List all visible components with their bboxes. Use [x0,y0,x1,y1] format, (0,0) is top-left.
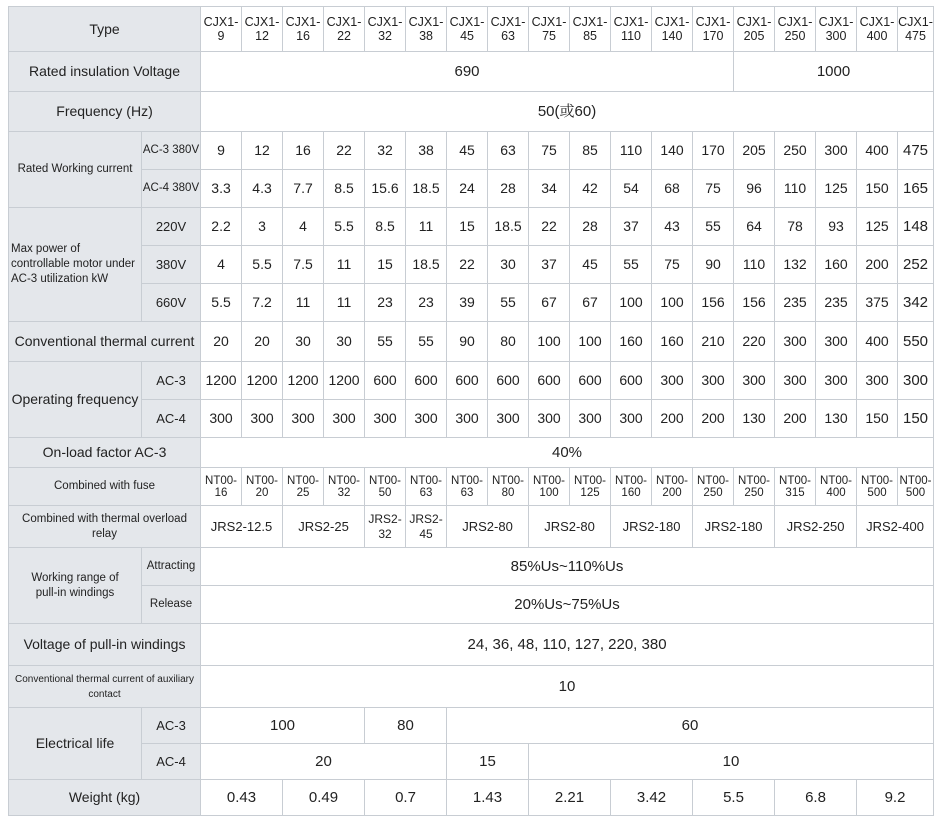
opf-ac4-cell: 200 [693,400,734,438]
ac4-380-cell: 34 [529,170,570,208]
weight-value: 0.43 [201,780,283,816]
life-ac4-label: AC-4 [142,744,201,780]
p220-cell: 55 [693,208,734,246]
opf-ac4-cell: 300 [447,400,488,438]
attracting-label: Attracting [142,548,201,586]
ac3-380-cell: 85 [570,132,611,170]
p220-cell: 125 [857,208,898,246]
v660-label: 660V [142,284,201,322]
life-ac3-value: 100 [201,708,365,744]
types-cell: CJX1- 140 [652,7,693,52]
p660-cell: 235 [816,284,857,322]
working-current-label: Rated Working current [9,132,142,208]
release-label: Release [142,586,201,624]
ac3-380-cell: 9 [201,132,242,170]
ac3-380-cell: 63 [488,132,529,170]
opf-ac4-cell: 300 [201,400,242,438]
p660-cell: 39 [447,284,488,322]
p220-cell: 4 [283,208,324,246]
types-cell: CJX1- 16 [283,7,324,52]
ac3-380-cell: 475 [898,132,934,170]
types-cell: CJX1- 12 [242,7,283,52]
thermal-cell: 55 [365,322,406,362]
life-ac4-value: 20 [201,744,447,780]
ac3-380-cell: 205 [734,132,775,170]
types-cell: CJX1- 63 [488,7,529,52]
ac3-380-cell: 170 [693,132,734,170]
ac3-380-cell: 12 [242,132,283,170]
p660-cell: 100 [611,284,652,322]
types-cell: CJX1- 75 [529,7,570,52]
relay-value: JRS2-12.5 [201,506,283,548]
release-value: 20%Us~75%Us [201,586,934,624]
opf-ac4-cell: 130 [816,400,857,438]
p220-cell: 28 [570,208,611,246]
opf-ac4-cell: 200 [775,400,816,438]
onload-label: On-load factor AC-3 [9,438,201,468]
weight-value: 1.43 [447,780,529,816]
release-row [9,586,934,624]
fuse-cell: NT00- 500 [898,468,934,506]
opf-ac3-cell: 300 [693,362,734,400]
relay-value: JRS2-180 [611,506,693,548]
p380-cell: 22 [447,246,488,284]
ac3-380-cell: 16 [283,132,324,170]
fuse-cell: NT00- 315 [775,468,816,506]
p380-cell: 45 [570,246,611,284]
opf-ac3-cell: 600 [570,362,611,400]
opf-ac3-cell: 600 [488,362,529,400]
p220-cell: 18.5 [488,208,529,246]
life-ac3-label: AC-3 [142,708,201,744]
ac3-380-cell: 22 [324,132,365,170]
life-ac3-value: 60 [447,708,934,744]
thermal-cell: 90 [447,322,488,362]
relay-value: JRS2-180 [693,506,775,548]
opf-ac4-cell: 300 [570,400,611,438]
opf-ac4-cell: 300 [488,400,529,438]
opf-ac4-cell: 300 [283,400,324,438]
fuse-cell: NT00- 100 [529,468,570,506]
p660-cell: 342 [898,284,934,322]
opf-ac4-cell: 130 [734,400,775,438]
power-660-row [9,284,934,322]
types-cell: CJX1- 38 [406,7,447,52]
p220-cell: 8.5 [365,208,406,246]
types-cell: CJX1- 110 [611,7,652,52]
p380-cell: 110 [734,246,775,284]
ac3-380-cell: 38 [406,132,447,170]
ac4-380-row [9,170,934,208]
ac4-380-cell: 75 [693,170,734,208]
life-ac3-value: 80 [365,708,447,744]
thermal-cell: 160 [652,322,693,362]
relay-value: JRS2-32 [365,506,406,548]
max-power-label: Max power of controllable motor under AC-3 utilization kW [9,208,142,322]
p380-cell: 37 [529,246,570,284]
ac4-380-cell: 4.3 [242,170,283,208]
p660-cell: 11 [283,284,324,322]
ac4-380-cell: 125 [816,170,857,208]
relay-value: JRS2-400 [857,506,934,548]
p380-cell: 132 [775,246,816,284]
opf-ac3-cell: 1200 [283,362,324,400]
weight-value: 0.49 [283,780,365,816]
p380-cell: 200 [857,246,898,284]
thermal-cell: 210 [693,322,734,362]
p380-cell: 160 [816,246,857,284]
thermal-cell: 55 [406,322,447,362]
fuse-label: Combined with fuse [9,468,201,506]
thermal-cell: 100 [570,322,611,362]
types-cell: CJX1- 400 [857,7,898,52]
opf-ac4-cell: 150 [857,400,898,438]
weight-label: Weight (kg) [9,780,201,816]
p660-cell: 100 [652,284,693,322]
relay-value: JRS2-80 [447,506,529,548]
p380-cell: 30 [488,246,529,284]
fuse-cell: NT00- 200 [652,468,693,506]
fuse-cell: NT00- 50 [365,468,406,506]
opf-ac3-cell: 300 [734,362,775,400]
thermal-label: Conventional thermal current [9,322,201,362]
type-row [9,7,934,52]
thermal-cell: 160 [611,322,652,362]
thermal-cell: 550 [898,322,934,362]
p660-cell: 23 [406,284,447,322]
weight-value: 2.21 [529,780,611,816]
thermal-cell: 300 [816,322,857,362]
weight-value: 5.5 [693,780,775,816]
types-cell: CJX1- 45 [447,7,488,52]
p660-cell: 23 [365,284,406,322]
ac3-380-cell: 110 [611,132,652,170]
relay-value: JRS2-45 [406,506,447,548]
opf-ac3-cell: 1200 [242,362,283,400]
p380-cell: 4 [201,246,242,284]
ac3-380-cell: 300 [816,132,857,170]
types-cell: CJX1- 300 [816,7,857,52]
opf-ac3-cell: 300 [652,362,693,400]
thermal-cell: 20 [201,322,242,362]
ac4-380-cell: 54 [611,170,652,208]
p220-cell: 64 [734,208,775,246]
attracting-value: 85%Us~110%Us [201,548,934,586]
thermal-cell: 20 [242,322,283,362]
p220-cell: 11 [406,208,447,246]
fuse-cell: NT00- 160 [611,468,652,506]
weight-value: 0.7 [365,780,447,816]
ac4-380-cell: 68 [652,170,693,208]
thermal-cell: 80 [488,322,529,362]
p220-cell: 37 [611,208,652,246]
p660-cell: 67 [529,284,570,322]
ac3-380-cell: 400 [857,132,898,170]
fuse-cell: NT00- 63 [406,468,447,506]
type-label: Type [9,7,201,52]
ac4-380-cell: 28 [488,170,529,208]
opf-ac4-cell: 300 [324,400,365,438]
ac3-label: AC-3 [142,362,201,400]
ac4-380-cell: 110 [775,170,816,208]
life-ac4-value: 15 [447,744,529,780]
p380-cell: 55 [611,246,652,284]
fuse-cell: NT00- 250 [734,468,775,506]
life-ac4-value: 10 [529,744,934,780]
types-cell: CJX1- 22 [324,7,365,52]
life-ac4-row [9,744,934,780]
frequency-label: Frequency (Hz) [9,92,201,132]
p220-cell: 5.5 [324,208,365,246]
aux-thermal-value: 10 [201,666,934,708]
fuse-row [9,468,934,506]
elec-life-label: Electrical life [9,708,142,780]
relay-value: JRS2-250 [775,506,857,548]
opf-ac4-cell: 300 [242,400,283,438]
fuse-cell: NT00- 250 [693,468,734,506]
ac4-380-cell: 24 [447,170,488,208]
opf-ac3-cell: 300 [816,362,857,400]
weight-row [9,780,934,816]
opf-ac4-cell: 150 [898,400,934,438]
opf-ac3-cell: 600 [365,362,406,400]
p660-cell: 5.5 [201,284,242,322]
ac3-380-cell: 75 [529,132,570,170]
p220-cell: 22 [529,208,570,246]
opf-ac3-cell: 600 [529,362,570,400]
frequency-value: 50(或60) [201,92,934,132]
types-cell: CJX1- 205 [734,7,775,52]
v220-label: 220V [142,208,201,246]
types-cell: CJX1- 9 [201,7,242,52]
p660-cell: 11 [324,284,365,322]
types-cell: CJX1- 170 [693,7,734,52]
p660-cell: 375 [857,284,898,322]
opf-ac3-cell: 1200 [324,362,365,400]
ac4-380-cell: 150 [857,170,898,208]
pullin-voltage-row [9,624,934,666]
opf-ac3-cell: 600 [447,362,488,400]
ac3-380-cell: 250 [775,132,816,170]
ac4-380-cell: 7.7 [283,170,324,208]
ac4-380-cell: 96 [734,170,775,208]
ac3-380-cell: 140 [652,132,693,170]
fuse-cell: NT00- 500 [857,468,898,506]
fuse-cell: NT00- 80 [488,468,529,506]
thermal-cell: 400 [857,322,898,362]
onload-row [9,438,934,468]
relay-row [9,506,934,548]
types-cell: CJX1- 32 [365,7,406,52]
types-cell: CJX1- 85 [570,7,611,52]
ac4-label: AC-4 [142,400,201,438]
p380-cell: 90 [693,246,734,284]
power-380-row [9,246,934,284]
attracting-row [9,548,934,586]
fuse-cell: NT00- 16 [201,468,242,506]
thermal-cell: 100 [529,322,570,362]
ac3-380-cell: 32 [365,132,406,170]
pullin-voltage-label: Voltage of pull-in windings [9,624,201,666]
p660-cell: 7.2 [242,284,283,322]
p380-cell: 252 [898,246,934,284]
opf-ac4-cell: 300 [365,400,406,438]
opf-ac3-cell: 1200 [201,362,242,400]
aux-thermal-row [9,666,934,708]
contactor-spec-table [8,6,934,816]
p660-cell: 156 [693,284,734,322]
aux-thermal-label: Conventional thermal current of auxiliary contact [9,666,201,708]
p660-cell: 156 [734,284,775,322]
p380-cell: 5.5 [242,246,283,284]
relay-value: JRS2-25 [283,506,365,548]
fuse-cell: NT00- 63 [447,468,488,506]
v380-label: 380V [142,246,201,284]
ac3-380-cell: 45 [447,132,488,170]
p380-cell: 75 [652,246,693,284]
insulation-value: 1000 [734,52,934,92]
pullin-range-label: Working range of pull-in windings [9,548,142,624]
thermal-cell: 30 [324,322,365,362]
p380-cell: 18.5 [406,246,447,284]
fuse-cell: NT00- 400 [816,468,857,506]
p220-cell: 43 [652,208,693,246]
ac3-380-label: AC-3 380V [142,132,201,170]
opf-ac4-cell: 200 [652,400,693,438]
opf-ac3-cell: 300 [857,362,898,400]
p380-cell: 11 [324,246,365,284]
p220-cell: 2.2 [201,208,242,246]
opf-ac3-cell: 600 [406,362,447,400]
thermal-cell: 30 [283,322,324,362]
op-freq-label: Operating frequency [9,362,142,438]
p660-cell: 55 [488,284,529,322]
ac4-380-cell: 42 [570,170,611,208]
weight-value: 6.8 [775,780,857,816]
weight-value: 3.42 [611,780,693,816]
opf-ac3-cell: 600 [611,362,652,400]
life-ac3-row [9,708,934,744]
p220-cell: 93 [816,208,857,246]
ac4-380-cell: 165 [898,170,934,208]
insulation-row [9,52,934,92]
types-cell: CJX1- 475 [898,7,934,52]
types-cell: CJX1- 250 [775,7,816,52]
power-220-row [9,208,934,246]
relay-value: JRS2-80 [529,506,611,548]
p220-cell: 3 [242,208,283,246]
p220-cell: 15 [447,208,488,246]
pullin-voltage-value: 24, 36, 48, 110, 127, 220, 380 [201,624,934,666]
onload-value: 40% [201,438,934,468]
relay-label: Combined with thermal overload relay [9,506,201,548]
p660-cell: 67 [570,284,611,322]
fuse-cell: NT00- 20 [242,468,283,506]
thermal-row [9,322,934,362]
ac3-380-row [9,132,934,170]
p220-cell: 148 [898,208,934,246]
p220-cell: 78 [775,208,816,246]
opf-ac4-cell: 300 [611,400,652,438]
fuse-cell: NT00- 125 [570,468,611,506]
frequency-row [9,92,934,132]
opf-ac4-cell: 300 [406,400,447,438]
p380-cell: 7.5 [283,246,324,284]
ac4-380-cell: 15.6 [365,170,406,208]
fuse-cell: NT00- 25 [283,468,324,506]
p660-cell: 235 [775,284,816,322]
opf-ac4-cell: 300 [529,400,570,438]
opf-ac3-cell: 300 [775,362,816,400]
opf-ac3-cell: 300 [898,362,934,400]
opfreq-ac3-row [9,362,934,400]
weight-value: 9.2 [857,780,934,816]
ac4-380-label: AC-4 380V [142,170,201,208]
insulation-value: 690 [201,52,734,92]
ac4-380-cell: 8.5 [324,170,365,208]
thermal-cell: 300 [775,322,816,362]
thermal-cell: 220 [734,322,775,362]
p380-cell: 15 [365,246,406,284]
opfreq-ac4-row [9,400,934,438]
ac4-380-cell: 3.3 [201,170,242,208]
fuse-cell: NT00- 32 [324,468,365,506]
insulation-label: Rated insulation Voltage [9,52,201,92]
ac4-380-cell: 18.5 [406,170,447,208]
